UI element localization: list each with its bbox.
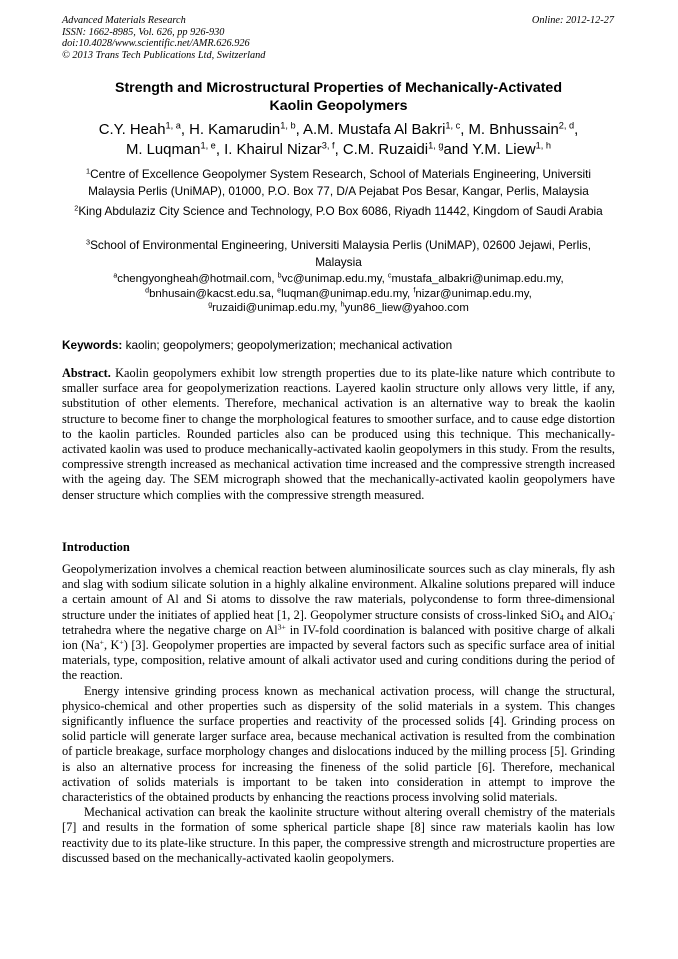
email-address[interactable]: vc@unimap.edu.my (281, 273, 382, 285)
email-sup: b (277, 272, 282, 280)
author-name: A.M. Mustafa Al Bakri (303, 122, 446, 138)
superscript: + (119, 637, 124, 647)
email-sup: h (340, 301, 345, 309)
online-date: Online: 2012-12-27 (531, 15, 614, 26)
keywords (62, 338, 615, 353)
email-address[interactable]: luqman@unimap.edu.my (281, 287, 408, 300)
author-name: M. Bnhussain (468, 122, 559, 138)
abstract (62, 366, 615, 503)
title-line-2: Kaolin Geopolymers (269, 97, 408, 114)
subscript: 4 (608, 613, 613, 623)
affiliation-2 (62, 203, 615, 220)
affiliation-text: School of Environmental Engineering, Universiti Malaysia Perlis (UniMAP), 02600 Jejawi, Perlis, Malaysia (90, 238, 591, 269)
text-run: and AlO (563, 607, 609, 622)
author-sup: 1, a (165, 120, 181, 131)
email-sup: d (145, 287, 150, 295)
intro-paragraph-1 (62, 562, 615, 684)
text-run: ) [3]. Geopolymer properties are impacted by several factors such as specific surface area of initial materials, type, composition, relative amount of alkali activator used and curing conditions during the period of the reaction. (62, 638, 615, 683)
intro-paragraph-3: Mechanical activation can break the kaolinite structure without altering overall chemistry of the materials [7] and results in the formation of some spherical particle shape [8] since raw materials kaolin has low reactivity due to its plate-like structure. In this paper, the compressive strength and microstructure properties are discussed based on the mechanically-activated kaolin geopolymers. (62, 805, 615, 865)
author-name: C.M. Ruzaidi (342, 142, 429, 158)
abstract-text: Kaolin geopolymers exhibit low strength properties due to its plate-like nature which contribute to smaller surface area for geopolymerization reactions. Layered kaolin structure only allows very little, if any, substitution of other elements. Therefore, mechanical activation is an alternative way to break the kaolin structure to become finer to change the morphological features to smoother surface, and to cause edge distortion to the kaolin particles. Rounded particles also can be produced using this technique. This mechanically-activated kaolin was used to produce mechanically-activated kaolin geopolymers in this study. From the results, compressive strength increased as mechanical activation time increased and the compressive strength increased with the ageing day. The SEM micrograph showed that the mechanically-activated kaolin geopolymers have denser structure which complies with the compressive strength measured. (62, 366, 616, 502)
text-run: in IV-fold coordination is balanced with positive charge of alkali ion (Na (62, 622, 615, 653)
keywords-label: Keywords: (62, 338, 123, 352)
email-address[interactable]: nizar@unimap.edu.my (415, 287, 529, 300)
affiliation-text: Centre of Excellence Geopolymer System Research, School of Materials Engineering, Universiti Malaysia Perlis (UniMAP), 01000, P.O. Box 77, D/A Pejabat Pos Besar, Kangar, Perlis, Malaysia (88, 167, 591, 198)
author-sup: 1, g (428, 140, 444, 151)
journal-name: Advanced Materials Research (62, 15, 186, 26)
paper-title (62, 80, 615, 115)
author-name: M. Luqman (125, 142, 201, 158)
email-address[interactable]: bnhusain@kacst.edu.sa (149, 287, 271, 300)
email-sup: g (208, 301, 213, 309)
email-sup: c (387, 272, 392, 280)
author-name: H. Kamarudin (189, 122, 281, 138)
affiliation-num: 2 (74, 203, 79, 213)
author-sup: 2, d (558, 120, 575, 131)
text-run: tetrahedra where the negative charge on Al (62, 622, 278, 637)
author-name: C.Y. Heah (98, 122, 166, 138)
author-sup: 1, b (280, 120, 296, 131)
author-sup: 1, e (200, 140, 216, 151)
doi-line: doi:10.4028/www.scientific.net/AMR.626.926 (62, 38, 250, 50)
affiliation-num: 1 (86, 166, 91, 176)
intro-paragraph-2: Energy intensive grinding process known as mechanical activation process, will change the structural, physico-chemical and other properties such as dispersity of the solid materials in a system. This changes significantly influence the surface properties and reactivity of the processed solids [4]. Grinding process on solid particle will generate larger surface area, because mechanical activation is resulted from the combination of particle breakage, surface morphology changes and dislocations induced by the milling process [5]. Grinding is also an alternative process for increasing the fineness of the solid particle [6]. Therefore, mechanical activation of solids materials is important to be taken into consideration in attempt to improve the characteristics of the obtained products by enhancing the reactions process involving solid materials. (62, 683, 615, 805)
copyright-line: © 2013 Trans Tech Publications Ltd, Switzerland (62, 49, 266, 61)
text-run: Geopolymerization involves a chemical reaction between aluminosilicate sources such as clay minerals, fly ash and slag with sodium silicate solution in a highly alkaline environment. Alkaline solutions prepared will induce a certain amount of Al and Si atoms to dissolve the raw materials, polycondense to form three-dimensional structure under the initiates of applied heat [1, 2]. Geopolymer structure consists of cross-linked SiO (62, 562, 615, 622)
journal-header (62, 15, 265, 61)
email-address[interactable]: ruzaidi@unimap.edu.my (212, 302, 335, 314)
email-address[interactable]: chengyongheah@hotmail.com (117, 273, 272, 285)
email-list: $^a$chengyongheah@hotmail.com, $^b$vc@unimap.edu.my, $^c$mustafa_albakri@unimap.edu.my, $^d$bnhusain@kacst.edu.sa, $^e$luqman@unimap.edu.my, $^f$nizar@unimap.edu.my, $^g$ruzaidi@unimap.edu.my, $^h$yun86_liew@yahoo.com (113, 272, 564, 314)
issn-line: ISSN: 1662-8985, Vol. 626, pp 926-930 (62, 26, 225, 38)
affiliation-1 (62, 166, 615, 199)
introduction-body (62, 562, 615, 866)
superscript: 3+ (277, 622, 286, 632)
text-run: , K (103, 638, 120, 653)
superscript: + (99, 637, 104, 647)
author-sup: 1, h (535, 140, 552, 151)
title-line-1: Strength and Microstructural Properties of Mechanically-Activated (114, 80, 562, 96)
affiliation-num: 3 (86, 237, 91, 247)
section-heading-introduction: Introduction (62, 540, 130, 554)
superscript: - (612, 606, 616, 616)
author-sup: 1, c (445, 120, 461, 131)
email-address[interactable]: yun86_liew@yahoo.com (344, 302, 469, 314)
email-sup: e (277, 287, 282, 295)
subscript: 4 (559, 613, 564, 623)
affiliation-text: King Abdulaziz City Science and Technology, P.O Box 6086, Riyadh 11442, Kingdom of Saudi Arabia (78, 204, 603, 218)
email-sup: a (113, 272, 118, 280)
author-list: C.Y. Heah$^{1, a}$, H. Kamarudin$^{1, b}$, A.M. Mustafa Al Bakri$^{1, c}$, M. Bnhussain$^{2, d}$, M. Luqman$^{1, e}$, I. Khairul Nizar$^{3, f}$, C.M. Ruzaidi$^{1, g}$and Y.M. Liew$^{1, h}$ (98, 120, 579, 158)
author-name: I. Khairul Nizar (224, 142, 322, 158)
author-sup: 3, f (321, 140, 335, 151)
author-name: Y.M. Liew (472, 142, 536, 158)
affiliation-3 (62, 237, 615, 270)
keywords-text: kaolin; geopolymers; geopolymerization; mechanical activation (125, 338, 453, 352)
email-sup: f (413, 287, 416, 295)
abstract-label: Abstract. (62, 366, 111, 380)
email-address[interactable]: mustafa_albakri@unimap.edu.my (391, 273, 561, 285)
